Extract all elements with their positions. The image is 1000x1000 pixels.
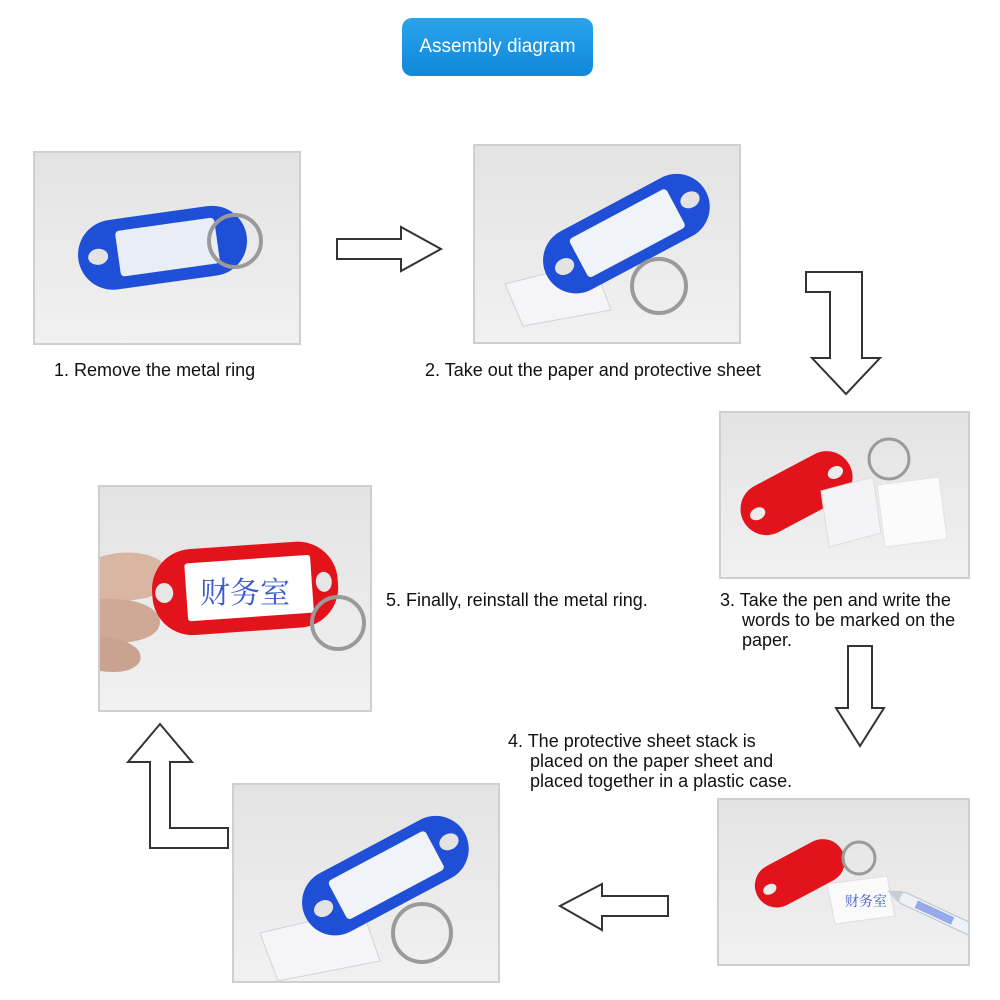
arrow-bend-down-icon [804,270,886,398]
step4-caption [508,731,792,791]
blue-tag-parts-illustration [475,146,739,342]
arrow-bend-up-icon [120,720,230,850]
handwritten-label: 财务室 [200,576,290,611]
arrow-left-icon [558,882,670,932]
step3-caption-line: paper. [742,630,793,650]
step1-image [33,151,301,345]
step3-caption-line: 3. Take the pen and write the [720,590,951,610]
step2-caption: 2. Take out the paper and protective sheet [425,360,761,380]
step4-caption-line: 4. The protective sheet stack is [508,731,756,751]
diagram-title: Assembly diagram [419,36,576,57]
title-badge [402,18,593,76]
arrow-right-icon [335,225,445,273]
step5-caption: 5. Finally, reinstall the metal ring. [386,590,648,610]
step2-image [473,144,741,344]
red-tag-parts-illustration [721,413,968,577]
step3-caption-line: words to be marked on the [742,610,956,630]
step4-result-image [232,783,500,983]
step4-image [717,798,970,966]
step3-caption [720,590,955,650]
blue-tag-with-ring-illustration [35,153,299,343]
small-handwriting: 财务室 [845,894,887,910]
step1-caption: 1. Remove the metal ring [54,360,256,380]
step3-image [719,411,970,579]
blue-tag-assembled-illustration [234,785,498,981]
step4-caption-line: placed on the paper sheet and [530,751,774,771]
hand-holding-red-tag-illustration [100,487,370,710]
arrow-down-icon [834,644,886,750]
red-tag-writing-illustration [719,800,968,964]
step4-caption-line: placed together in a plastic case. [530,771,793,791]
step5-image [98,485,372,712]
